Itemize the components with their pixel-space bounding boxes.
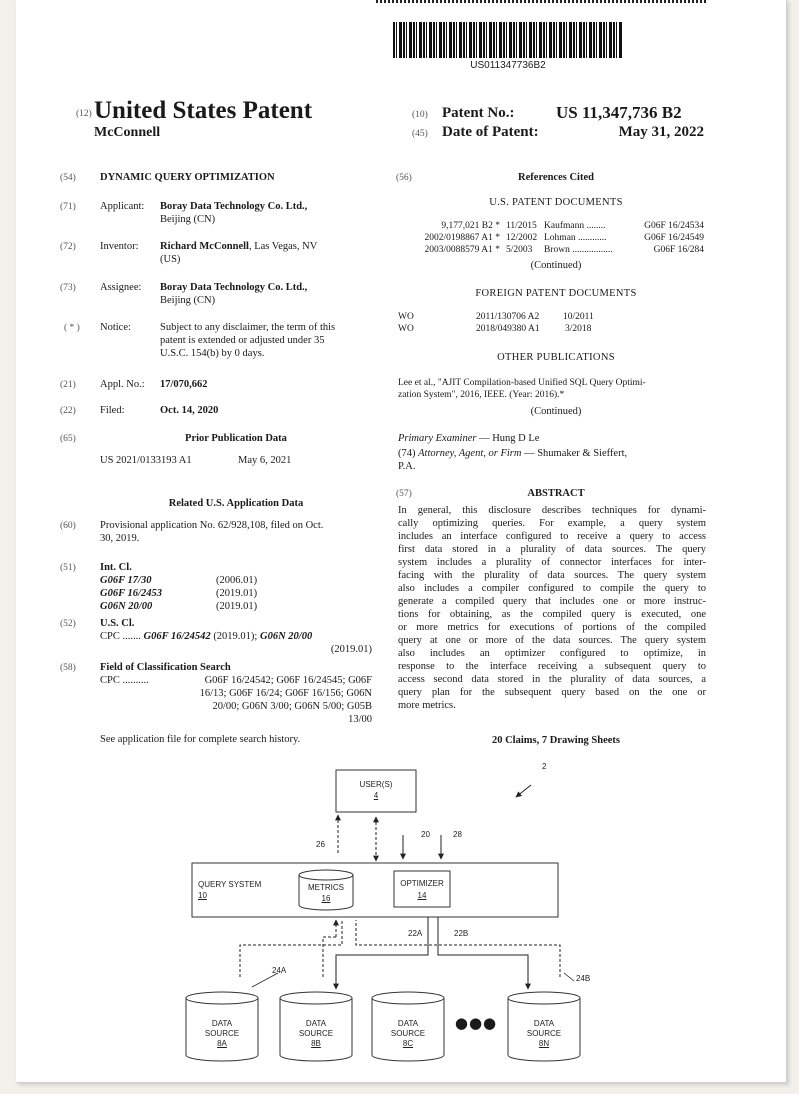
invention-title: DYNAMIC QUERY OPTIMIZATION xyxy=(100,172,275,183)
fig-label-22a: 22A xyxy=(408,929,423,938)
other-pubs-heading: OTHER PUBLICATIONS xyxy=(497,352,615,363)
barcode-number: US011347736B2 xyxy=(470,60,546,71)
us-cl-heading: U.S. Cl. xyxy=(100,618,135,629)
fig-user-num: 4 xyxy=(373,791,379,800)
inventor-country: (US) xyxy=(160,254,181,265)
us-doc-1-no: 9,177,021 B2 * xyxy=(441,221,500,231)
dash-24a-b xyxy=(240,920,342,977)
notice-line-2: patent is extended or adjusted under 35 xyxy=(160,335,325,346)
us-cl-line-2: (2019.01) xyxy=(330,644,372,655)
prior-pub-heading: Prior Publication Data xyxy=(185,433,287,444)
code-52: (52) xyxy=(60,619,76,629)
code-58: (58) xyxy=(60,663,76,673)
code-45: (45) xyxy=(412,129,428,139)
code-57: (57) xyxy=(396,489,412,499)
code-notice: ( * ) xyxy=(64,323,80,333)
field-search-heading: Field of Classification Search xyxy=(100,662,231,673)
int-cl-2-ver: (2019.01) xyxy=(216,588,258,599)
code-10: (10) xyxy=(412,110,428,120)
code-72: (72) xyxy=(60,242,76,252)
code-56: (56) xyxy=(396,173,412,183)
fig-metrics-num: 16 xyxy=(321,894,331,903)
patent-no-label: Patent No.: xyxy=(442,105,515,121)
foreign-docs-heading: FOREIGN PATENT DOCUMENTS xyxy=(475,288,637,299)
code-22: (22) xyxy=(60,406,76,416)
fig-ellipsis-dots: ●●● xyxy=(454,1014,498,1032)
continued-2: (Continued) xyxy=(530,406,582,417)
code-60: (60) xyxy=(60,521,76,531)
provisional-line-2: 30, 2019. xyxy=(100,533,140,544)
other-pub-line-2: zation System", 2016, IEEE. (Year: 2016).* xyxy=(398,390,565,400)
code-71: (71) xyxy=(60,202,76,212)
int-cl-3-ver: (2019.01) xyxy=(216,601,258,612)
notice-label: Notice: xyxy=(100,322,131,333)
filed-date: Oct. 14, 2020 xyxy=(160,405,219,416)
date-label: Date of Patent: xyxy=(442,124,539,140)
foreign-doc-1-date: 10/2011 xyxy=(563,312,594,322)
us-cl-line: CPC ....... G06F 16/24542 (2019.01); G06N 20/00 xyxy=(100,631,313,642)
fig-ds-8n: DATA SOURCE 8N xyxy=(526,1019,562,1048)
us-doc-3-name: Brown ................. xyxy=(544,245,613,255)
fig-label-24a: 24A xyxy=(272,966,287,975)
patent-title: United States Patent xyxy=(94,97,313,124)
assignee-name: Boray Data Technology Co. Ltd., xyxy=(160,282,308,293)
abstract-body: In general, this disclosure describes techniques for dynami- cally optimizing queries. For example, a query system includes an interface configured to receive a query to access first data stored in a plurality of data sources. The query system includes a plurality of connector interfaces for inter- facing with the plurality of data sources. The query system also includes a compiler configured to compile the query to generate a compiled query that includes one or more instruc- tions for obtaining, as the compiled query is executed, one or more metrics for executions of portions of the compiled query at one or more of the data sources. The query system also includes an optimizer configured to optimize, in response to the interface receiving a subsequent query to access second data stored in the plurality of data sources, a query plan for the subsequent query based on the one or more metrics. xyxy=(398,505,706,711)
code-21: (21) xyxy=(60,380,76,390)
notice-line-1: Subject to any disclaimer, the term of this xyxy=(160,322,336,333)
applicant-name: Boray Data Technology Co. Ltd., xyxy=(160,201,308,212)
code-65: (65) xyxy=(60,434,76,444)
assignee-label: Assignee: xyxy=(100,282,142,293)
attorney-line: (74) Attorney, Agent, or Firm — Shumaker & Sieffert, xyxy=(398,448,628,459)
claims-summary: 20 Claims, 7 Drawing Sheets xyxy=(491,735,621,746)
filed-label: Filed: xyxy=(100,405,125,416)
foreign-doc-2-date: 3/2018 xyxy=(565,324,592,334)
prior-pub-number: US 2021/0133193 A1 xyxy=(100,455,192,466)
related-heading: Related U.S. Application Data xyxy=(168,498,304,509)
us-docs-heading: U.S. PATENT DOCUMENTS xyxy=(489,197,623,208)
code-73: (73) xyxy=(60,283,76,293)
patent-page xyxy=(16,0,787,1083)
fig-ref-2: 2 xyxy=(542,762,547,771)
us-doc-2-cls: G06F 16/24549 xyxy=(644,233,704,243)
us-doc-3-no: 2003/0088579 A1 * xyxy=(424,245,500,255)
fig-ds-8a: DATA SOURCE 8A xyxy=(204,1019,240,1048)
code-12: (12) xyxy=(76,109,92,119)
us-doc-3-cls: G06F 16/284 xyxy=(653,245,704,255)
us-doc-1-name: Kaufmann ........ xyxy=(544,221,606,231)
int-cl-heading: Int. Cl. xyxy=(100,562,132,573)
abstract-heading: ABSTRACT xyxy=(527,488,585,499)
us-doc-3-date: 5/2003 xyxy=(506,245,533,255)
us-doc-1-cls: G06F 16/24534 xyxy=(644,221,704,231)
fig-ds-8b: DATA SOURCE 8B xyxy=(298,1019,334,1048)
int-cl-1: G06F 17/30 xyxy=(100,575,152,586)
foreign-doc-2-no: 2018/049380 A1 xyxy=(476,324,540,334)
top-edge-marks xyxy=(376,0,706,3)
attorney-line-2: P.A. xyxy=(398,461,416,472)
appl-no: 17/070,662 xyxy=(160,379,208,390)
provisional-line-1: Provisional application No. 62/928,108, filed on Oct. xyxy=(100,520,324,531)
patent-date: May 31, 2022 xyxy=(618,124,704,140)
dash-24a xyxy=(323,937,336,977)
int-cl-1-ver: (2006.01) xyxy=(216,575,258,586)
applicant-label: Applicant: xyxy=(100,201,145,212)
fig-user-label: USER(S) xyxy=(359,780,393,789)
us-doc-2-name: Lohman ............ xyxy=(544,233,607,243)
field-search-line-3: 20/00; G06N 3/00; G06N 5/00; G05B xyxy=(212,701,372,712)
appl-no-label: Appl. No.: xyxy=(100,379,145,390)
us-doc-2-no: 2002/0198867 A1 * xyxy=(424,233,500,243)
code-54: (54) xyxy=(60,173,76,183)
fig-optimizer-label: OPTIMIZER xyxy=(400,879,444,888)
applicant-location: Beijing (CN) xyxy=(160,214,216,225)
inventor-line: Richard McConnell, Las Vegas, NV xyxy=(160,241,318,252)
foreign-doc-1-country: WO xyxy=(398,312,414,322)
inventor-label: Inventor: xyxy=(100,241,139,252)
inventor-short: McConnell xyxy=(94,125,161,140)
fig-metrics-label: METRICS xyxy=(308,883,344,892)
references-heading: References Cited xyxy=(518,172,594,183)
continued-1: (Continued) xyxy=(530,260,582,271)
search-history-note: See application file for complete search history. xyxy=(100,734,301,745)
int-cl-2: G06F 16/2453 xyxy=(100,588,162,599)
int-cl-3: G06N 20/00 xyxy=(100,601,153,612)
solid-22a xyxy=(336,917,428,977)
us-doc-1-date: 11/2015 xyxy=(506,221,537,231)
fig-label-20: 20 xyxy=(421,830,430,839)
other-pub-line-1: Lee et al., "AJIT Compilation-based Unified SQL Query Optimi- xyxy=(398,378,646,388)
prior-pub-date: May 6, 2021 xyxy=(238,455,292,466)
foreign-doc-2-country: WO xyxy=(398,324,414,334)
optimizer-box xyxy=(394,871,450,907)
fig-qs-num: 10 xyxy=(198,891,207,900)
fig-label-26: 26 xyxy=(316,840,325,849)
solid-22b xyxy=(438,917,528,977)
ref-2-arrow xyxy=(516,785,531,797)
assignee-location: Beijing (CN) xyxy=(160,295,216,306)
fig-ds-8c: DATA SOURCE 8C xyxy=(390,1019,426,1048)
notice-line-3: U.S.C. 154(b) by 0 days. xyxy=(160,348,265,359)
code-51: (51) xyxy=(60,563,76,573)
fig-qs-label: QUERY SYSTEM xyxy=(198,880,262,889)
fig-optimizer-num: 14 xyxy=(417,891,427,900)
field-search-line-4: 13/00 xyxy=(348,714,372,725)
fig-label-22b: 22B xyxy=(454,929,469,938)
fig-label-28: 28 xyxy=(453,830,462,839)
field-search-cpc-label: CPC .......... xyxy=(100,675,149,686)
field-search-line-1: G06F 16/24542; G06F 16/24545; G06F xyxy=(204,675,372,686)
barcode xyxy=(393,22,623,58)
fig-label-24b: 24B xyxy=(576,974,591,983)
primary-examiner: Primary Examiner — Hung D Le xyxy=(398,433,540,444)
field-search-line-2: 16/13; G06F 16/24; G06F 16/156; G06N xyxy=(199,688,372,699)
foreign-doc-1-no: 2011/130706 A2 xyxy=(476,312,540,322)
us-doc-2-date: 12/2002 xyxy=(506,233,538,243)
patent-no: US 11,347,736 B2 xyxy=(556,103,682,122)
query-system-box xyxy=(192,863,558,917)
